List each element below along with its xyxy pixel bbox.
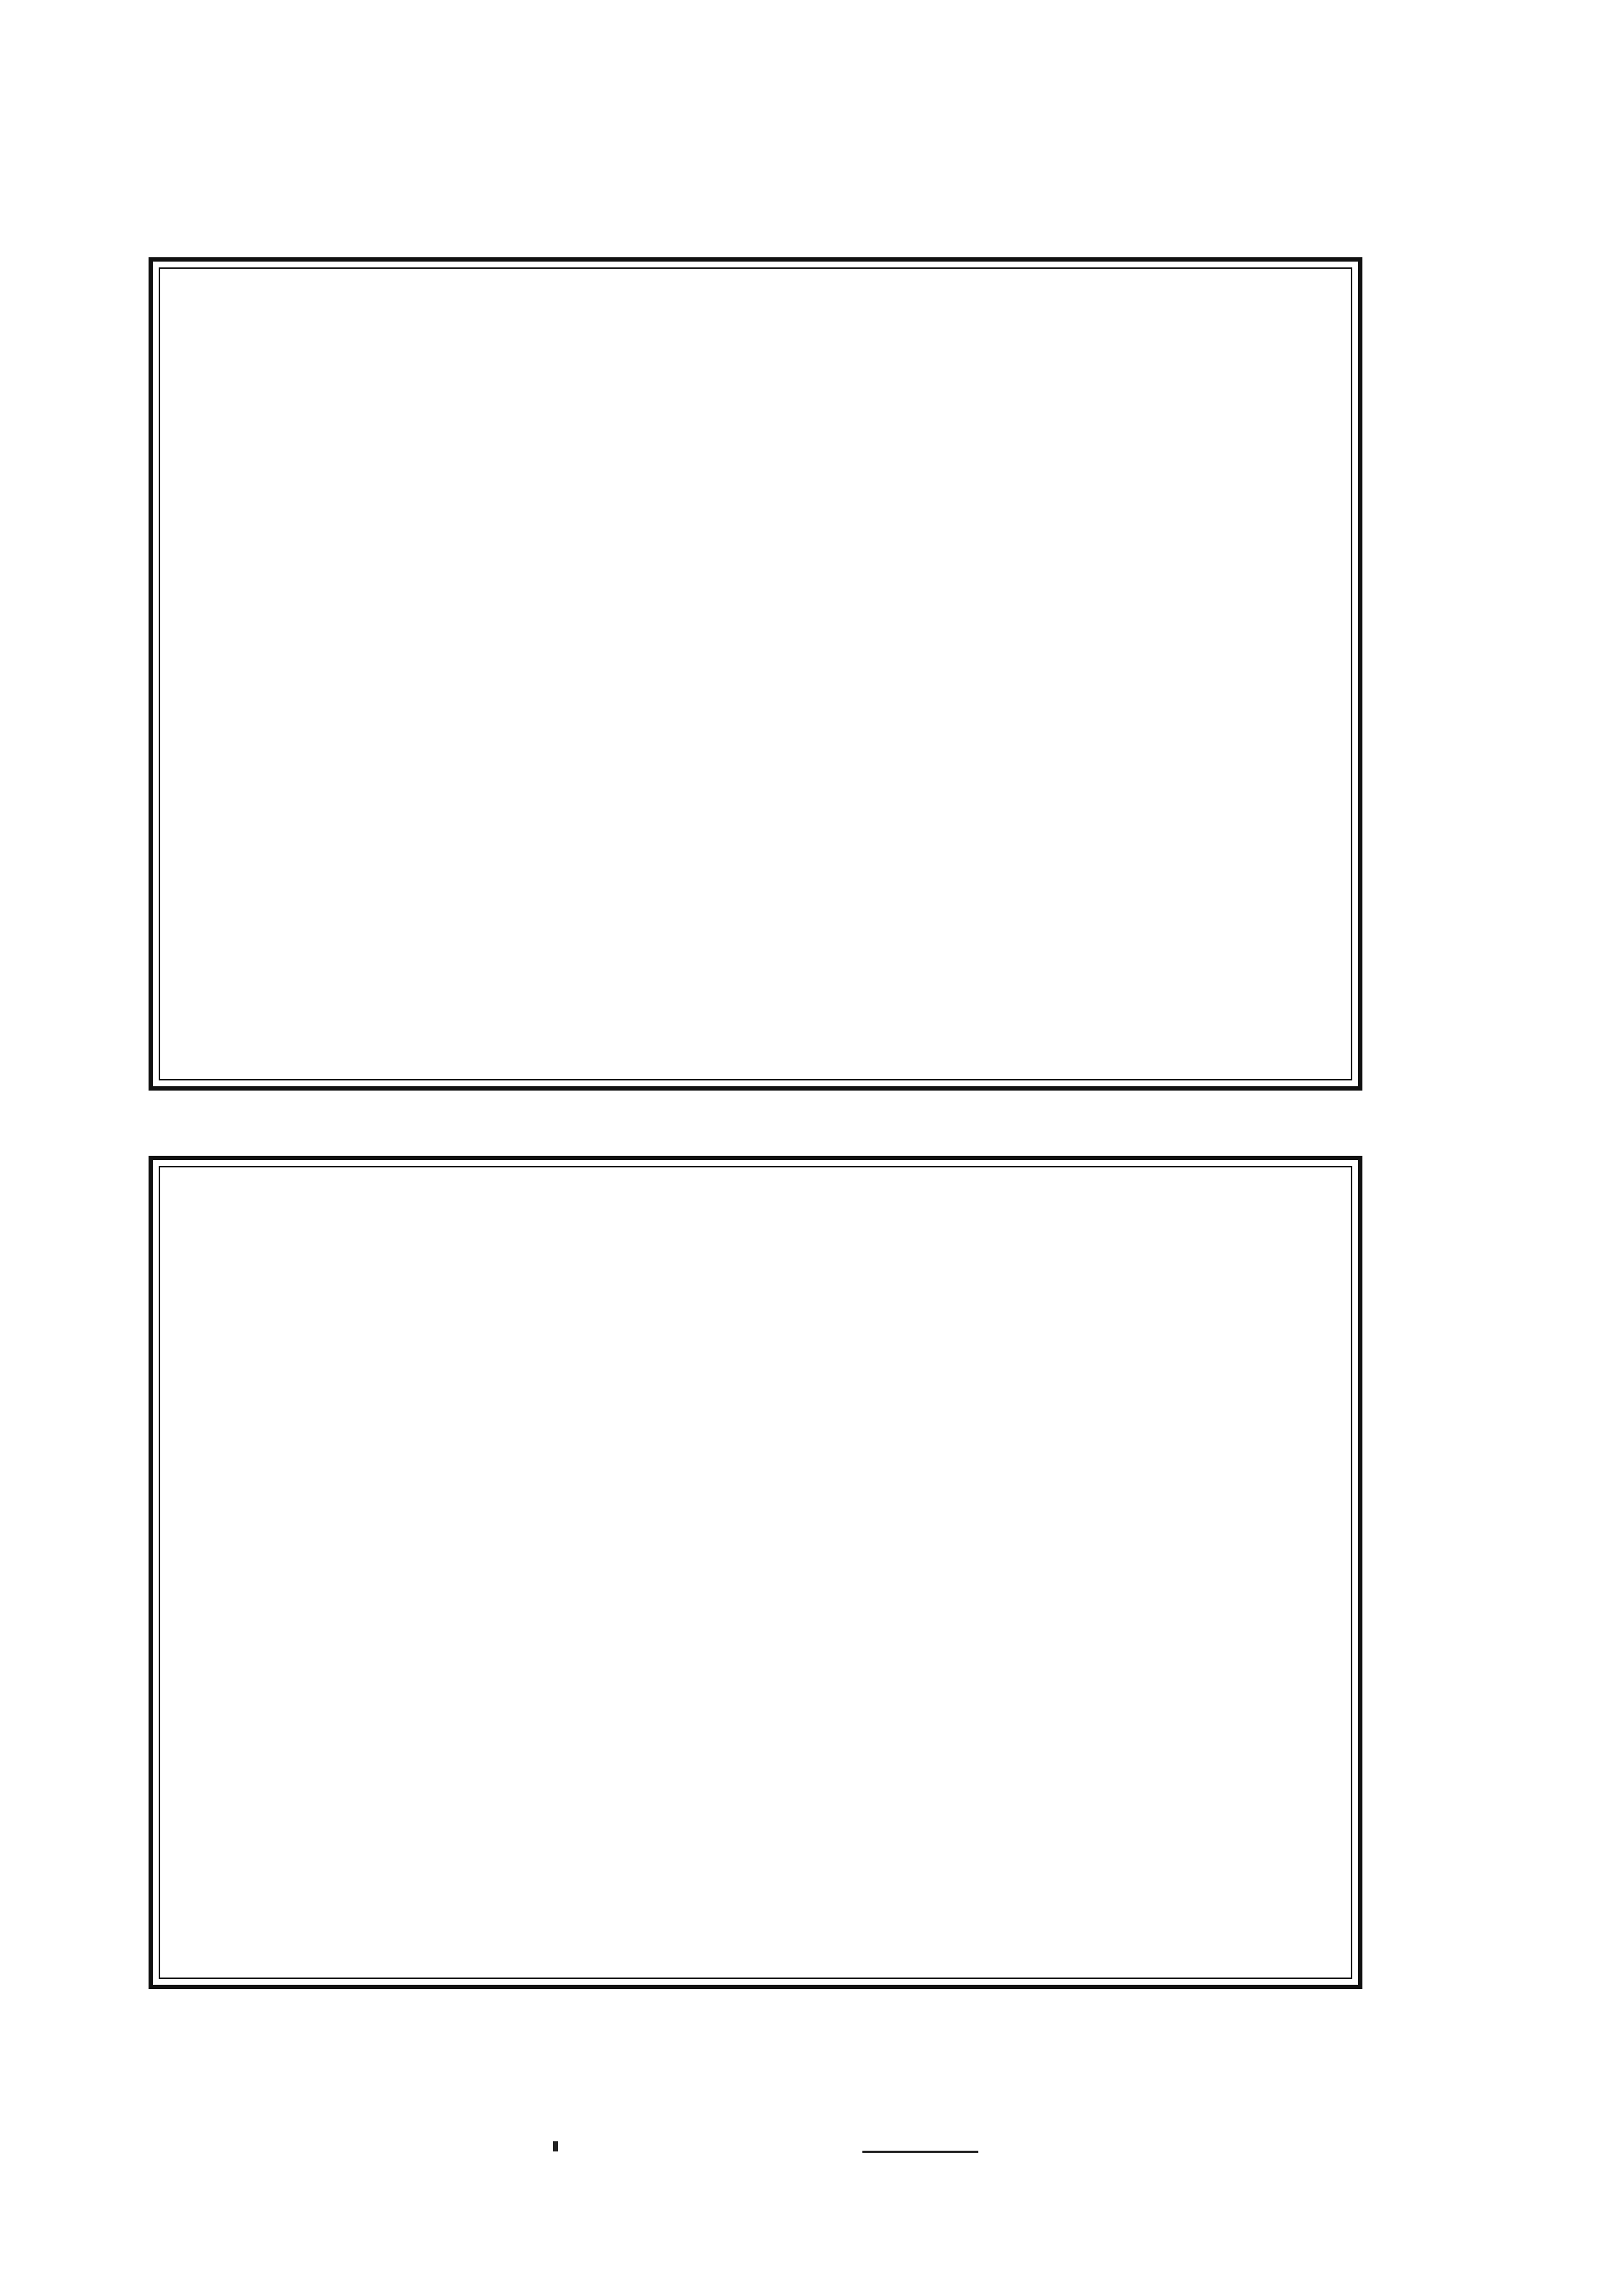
top-columns xyxy=(167,272,1344,1076)
top-folio xyxy=(149,257,1362,1091)
bottom-columns xyxy=(167,1170,1344,1975)
ink-speck xyxy=(553,2141,558,2151)
bottom-folio xyxy=(149,1156,1362,1989)
ink-speck xyxy=(862,2151,978,2153)
